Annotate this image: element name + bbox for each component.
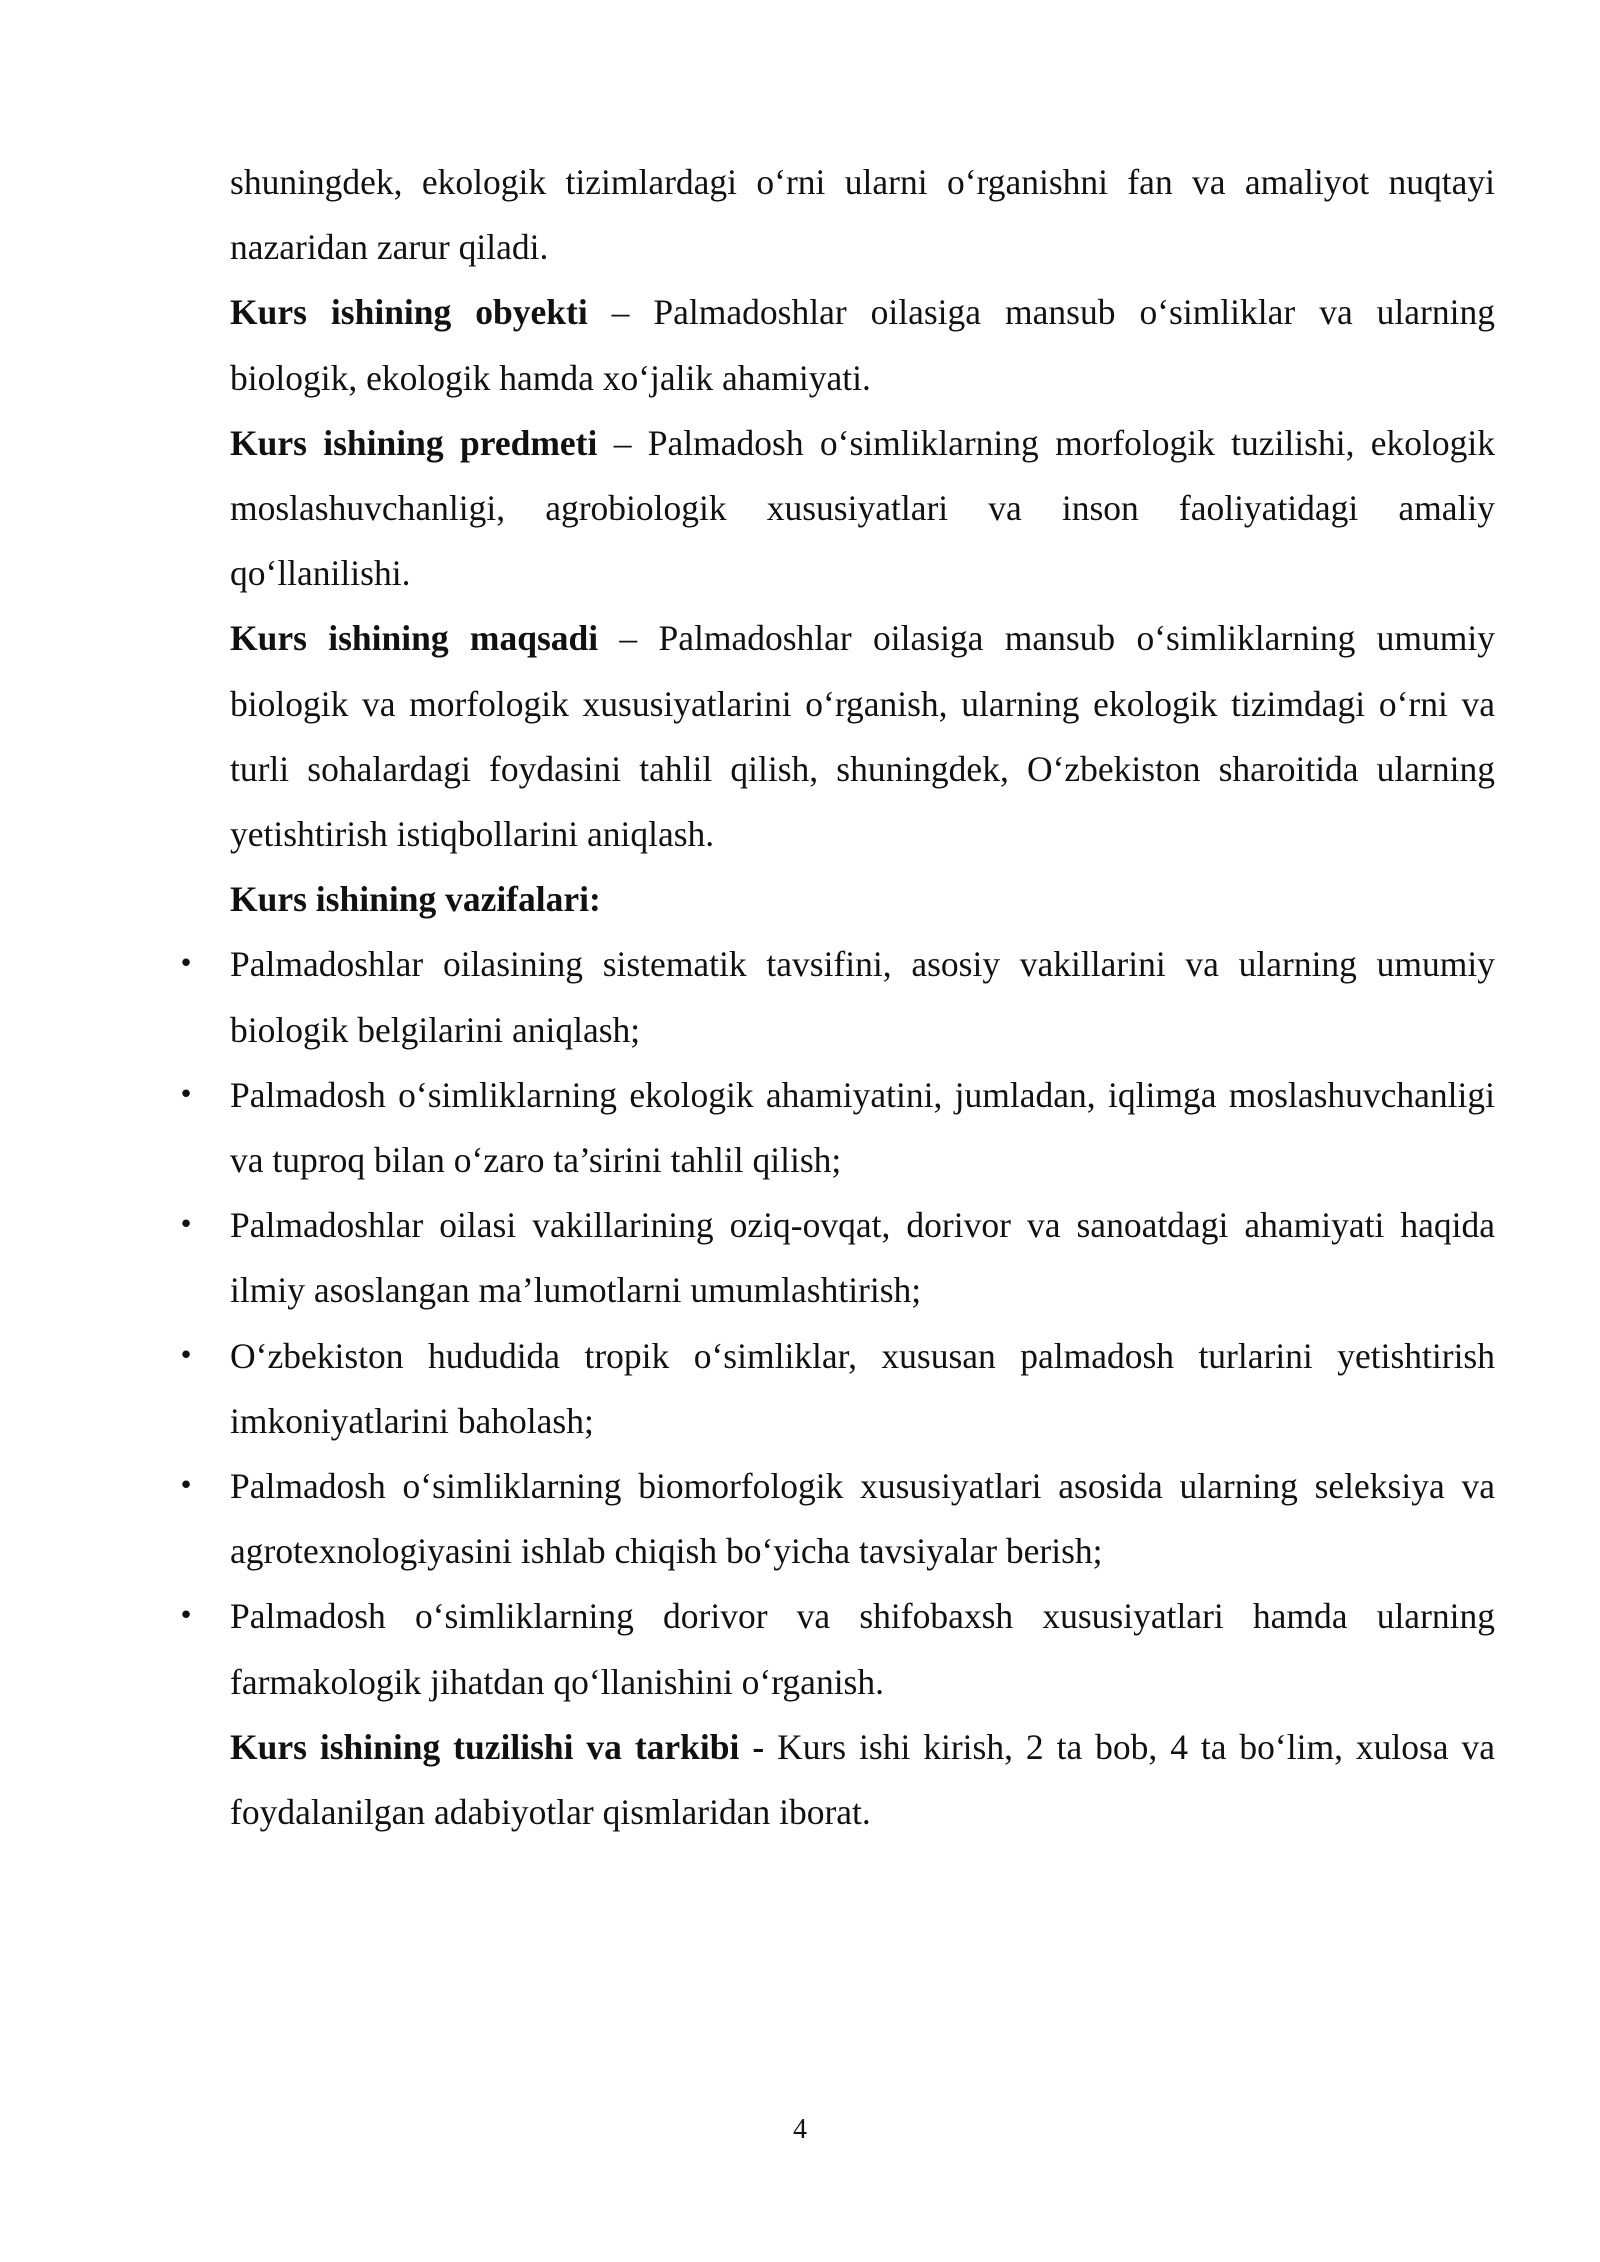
- list-item: [178, 1063, 1495, 1193]
- list-item: [178, 1584, 1495, 1714]
- structure-label: Kurs ishining tuzilishi va tarkibi -: [230, 1726, 765, 1767]
- subject-label: Kurs ishining predmeti: [230, 422, 598, 463]
- bullet-icon: •: [178, 1340, 194, 1371]
- bullet-icon: •: [178, 1601, 194, 1632]
- list-item: [178, 1454, 1495, 1584]
- list-item: [178, 1193, 1495, 1323]
- tasks-heading-label: Kurs ishining vazifalari:: [230, 879, 601, 920]
- goal-text: – Palmadoshlar oilasiga mansub o‘simliklarning umumiy biologik va morfologik xususiyatlarini o‘rganish, ularning ekologik tizimdagi o‘rni va turli sohalardagi foydasini tahlil qilish, shuningdek, O‘zbekiston sharoitida ularning yetishtirish istiqbollarini aniqlash.: [230, 618, 1495, 855]
- task-text: Palmadosh o‘simliklarning dorivor va shifobaxsh xususiyatlari hamda ularning farmakologik jihatdan qo‘llanishini o‘rganish.: [230, 1596, 1495, 1702]
- structure-text: Kurs ishi kirish, 2 ta bob, 4 ta bo‘lim, xulosa va foydalanilgan adabiyotlar qismlaridan iborat.: [230, 1726, 1495, 1833]
- tasks-heading: [230, 867, 1495, 932]
- bullet-icon: •: [178, 1079, 194, 1110]
- structure-paragraph: [230, 1715, 1495, 1845]
- task-text: Palmadosh o‘simliklarning biomorfologik xususiyatlari asosida ularning seleksiya va agrotexnologiyasini ishlab chiqish bo‘yicha tavsiyalar berish;: [230, 1466, 1495, 1572]
- bullet-icon: •: [178, 949, 194, 980]
- intro-paragraph: shuningdek, ekologik tizimlardagi o‘rni ularni o‘rganishni fan va amaliyot nuqtayi nazaridan zarur qiladi.: [230, 162, 1495, 268]
- bullet-icon: •: [178, 1210, 194, 1241]
- tasks-list: [178, 932, 1495, 1714]
- object-text: – Palmadoshlar oilasiga mansub o‘simliklar va ularning biologik, ekologik hamda xo‘jalik ahamiyati.: [230, 292, 1495, 398]
- task-text: Palmadoshlar oilasi vakillarining oziq-ovqat, dorivor va sanoatdagi ahamiyati haqida ilmiy asoslangan ma’lumotlarni umumlashtirish;: [230, 1205, 1495, 1311]
- list-item: [178, 932, 1495, 1062]
- page-body: [178, 150, 1496, 1845]
- subject-paragraph: [230, 411, 1495, 607]
- task-text: Palmadosh o‘simliklarning ekologik ahamiyatini, jumladan, iqlimga moslashuvchanligi va tuproq bilan o‘zaro ta’sirini tahlil qilish;: [230, 1074, 1495, 1181]
- goal-paragraph: [230, 606, 1495, 867]
- page-number: 4: [793, 2114, 807, 2145]
- object-label: Kurs ishining obyekti: [230, 292, 588, 333]
- task-text: Palmadoshlar oilasining sistematik tavsifini, asosiy vakillarini va ularning umumiy biologik belgilarini aniqlash;: [230, 944, 1495, 1050]
- subject-text: – Palmadosh o‘simliklarning morfologik tuzilishi, ekologik moslashuvchanligi, agrobiologik xususiyatlari va inson faoliyatidagi amaliy qo‘llanilishi.: [230, 422, 1496, 594]
- goal-label: Kurs ishining maqsadi: [230, 618, 599, 659]
- object-paragraph: [230, 280, 1495, 410]
- bullet-icon: •: [178, 1471, 194, 1502]
- list-item: [178, 1324, 1495, 1454]
- task-text: O‘zbekiston hududida tropik o‘simliklar, xususan palmadosh turlarini yetishtirish imkoniyatlarini baholash;: [230, 1335, 1495, 1441]
